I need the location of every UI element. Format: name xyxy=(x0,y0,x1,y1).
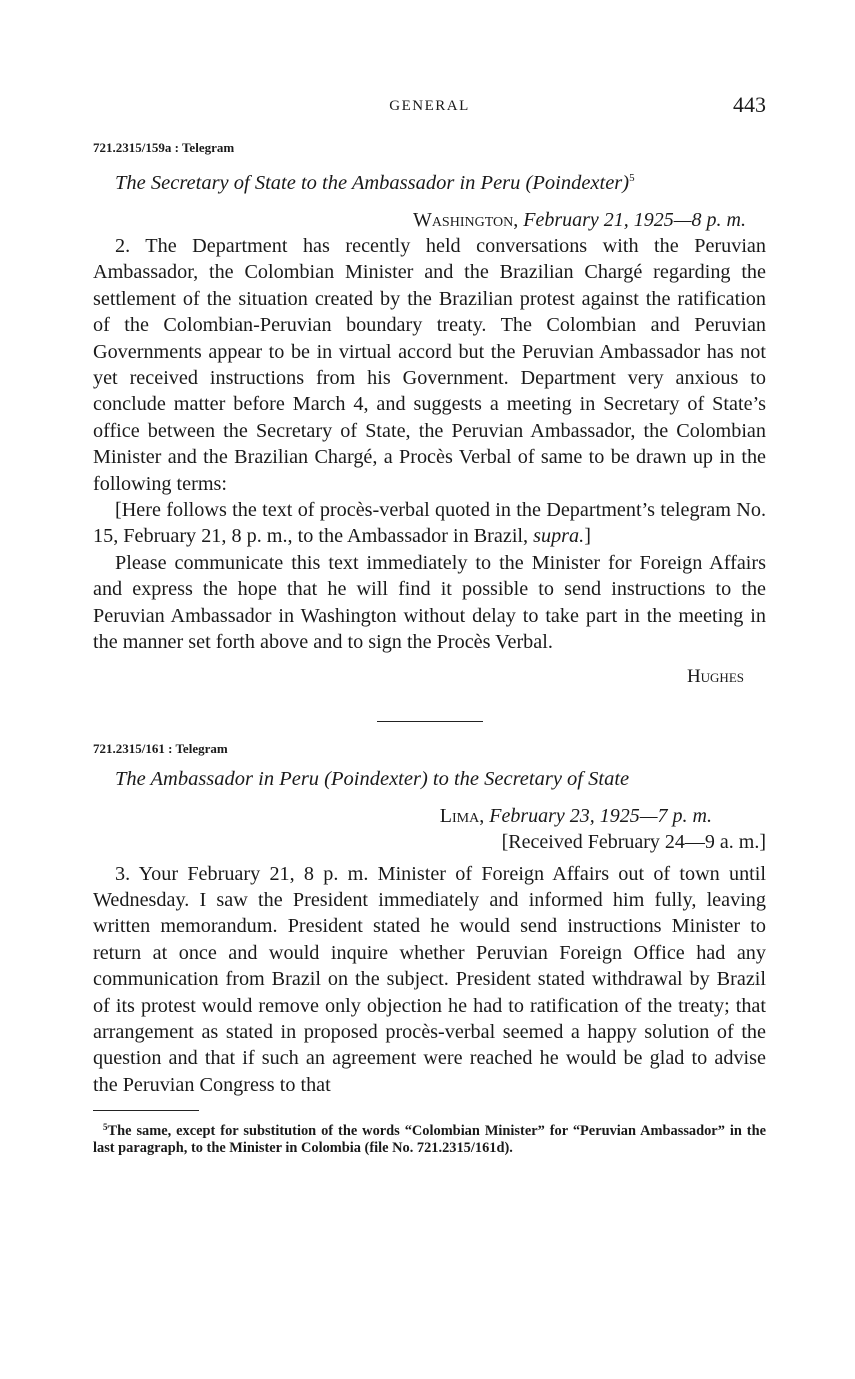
page-number: 443 xyxy=(733,92,766,117)
document-page xyxy=(93,92,766,1157)
footnote-marker[interactable]: 5 xyxy=(629,172,635,184)
file-reference-2: 721.2315/161 : Telegram xyxy=(93,740,228,756)
editorial-note xyxy=(93,497,766,550)
editorial-note-end: ] xyxy=(584,525,591,548)
file-reference-1: 721.2315/159a : Telegram xyxy=(93,140,235,155)
footnote-text: The same, except for substitution of the words “Colombian Minister” for “Peruvian Ambassador” in the last paragraph, to the Minister in Colombia (file No. 721.2315/161d). xyxy=(93,1123,766,1157)
footnote xyxy=(93,1119,766,1157)
received-line: [Received February 24—9 a. m.] xyxy=(501,830,766,853)
footnote-mark: 5 xyxy=(103,1122,108,1133)
dateline-date: February 21, 1925—8 p. m. xyxy=(523,209,746,231)
dateline-date: February 23, 1925—7 p. m. xyxy=(489,804,712,827)
editorial-note-italic: supra. xyxy=(533,525,585,548)
dateline-place: Lima, xyxy=(439,804,485,827)
dateline-place: Washington, xyxy=(412,209,519,231)
document-title-2: The Ambassador in Peru (Poindexter) to the Secretary of State xyxy=(115,767,630,790)
document-title-1-text: The Secretary of State to the Ambassador in Peru (Poindexter) xyxy=(115,172,630,194)
running-title: GENERAL xyxy=(389,98,470,114)
running-head xyxy=(93,92,766,122)
footnote-divider xyxy=(93,1110,199,1111)
signature: Hughes xyxy=(686,665,744,687)
document-title-1 xyxy=(115,164,766,197)
dateline-2 xyxy=(93,803,766,829)
paragraph-instructions: Please communicate this text immediately to the Minister for Foreign Affairs and express the hope that he will find it possible to send instructions to the Peruvian Ambassador in Washington without delay to take part in the meeting in the manner set forth above and to sign the Procès Verbal. xyxy=(93,551,766,654)
dateline-1 xyxy=(93,207,766,233)
paragraph-2: 2. The Department has recently held conversations with the Peruvian Ambassador, the Colombian Minister and the Brazilian Chargé regarding the settlement of the situation created by the Brazilian protest against the ratification of the Colombian-Peruvian boundary treaty. The Colombian and Peruvian Governments appear to be in virtual accord but the Peruvian Ambassador has not yet received instructions from his Government. Department very anxious to conclude matter before March 4, and suggests a meeting in Secretary of State’s office between the Secretary of State, the Peruvian Ambassador, the Colombian Minister and the Brazilian Chargé, a Procès Verbal of same to be drawn up in the following terms: xyxy=(93,235,766,495)
section-divider xyxy=(377,721,483,722)
editorial-note-text: [Here follows the text of procès-verbal quoted in the Department’s telegram No. 15, February 21, 8 p. m., to the Ambassador in Brazil, xyxy=(93,499,766,548)
paragraph-3: 3. Your February 21, 8 p. m. Minister of Foreign Affairs out of town until Wednesday. I saw the President immediately and informed him fully, leaving written memorandum. President stated he would send instructions Minister to return at once and would inquire whether Peruvian Foreign Office had any communication from Brazil on the subject. President stated withdrawal by Brazil of its protest would remove only objection he had to ratification of the treaty; that arrangement as stated in proposed procès-verbal seemed a happy solution of the question and that if such an agreement were reached he would be glad to advise the Peruvian Congress to that xyxy=(93,862,766,1096)
